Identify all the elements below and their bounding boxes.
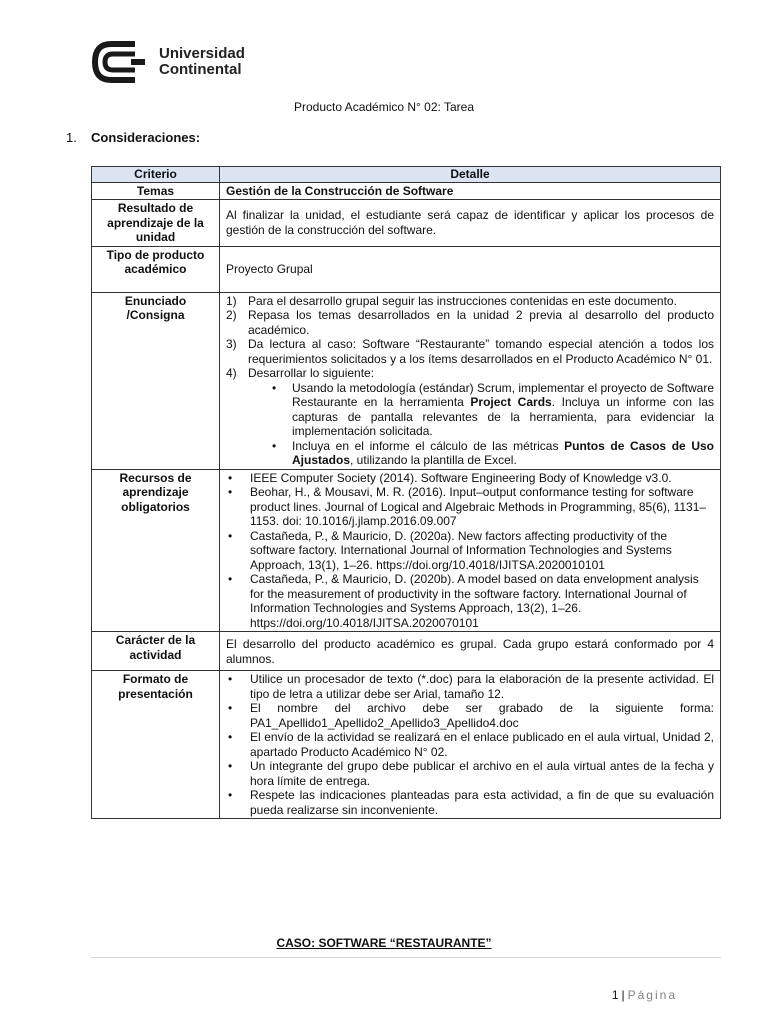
list-item: • Incluya en el informe el cálculo de las métricas Puntos de Casos de Uso Ajustados, utilizando la plantilla de Excel. [270,439,714,468]
value-formato [220,671,721,819]
list-item: • El nombre del archivo debe ser grabado de la siguiente forma: PA1_Apellido1_Apellido2_Apellido3_Apellido4.doc [226,701,714,730]
list-item: • Beohar, H., & Mousavi, M. R. (2016). Input–output conformance testing for software product lines. Journal of Logical and Algebraic Methods in Programming, 85(6), 1131–1153. doi: 10.1016/j.jlamp.2016.09.007 [226,485,714,529]
recursos-list [226,471,714,631]
page-label: Página [627,988,677,1002]
section-title: Consideraciones: [91,130,201,145]
label-formato: Formato de presentación [92,671,220,819]
list-item: 3) Da lectura al caso: Software “Restaurante” tomando especial atención a todos los requerimientos solicitados y a los ítems desarrollados en el Producto Académico N° 01. [226,337,714,366]
header-detalle: Detalle [220,167,721,183]
table-header-row [92,167,721,183]
list-item: 2) Repasa los temas desarrollados en la unidad 2 previa al desarrollo del producto académico. [226,308,714,337]
label-tipo: Tipo de producto académico [92,246,220,292]
logo-line-1: Universidad [159,45,245,62]
enunciado-subitems [270,381,714,468]
value-tipo: Proyecto Grupal [220,246,721,292]
value-temas: Gestión de la Construcción de Software [220,182,721,200]
value-enunciado [220,292,721,469]
footer-separator: | [621,988,625,1002]
page-number: 1 [611,988,619,1002]
university-logo-icon [91,40,149,84]
section-number: 1. [66,130,77,145]
criteria-table [91,166,721,819]
list-item: 1) Para el desarrollo grupal seguir las instrucciones contenidas en este documento. [226,293,677,308]
footer-divider [91,957,721,958]
row-recursos [92,469,721,632]
logo-wordmark [159,46,245,78]
formato-list [226,672,714,817]
value-resultado: Al finalizar la unidad, el estudiante será capaz de identificar y aplicar los procesos de gestión de la construcción del software. [220,200,721,247]
enunciado-steps [226,294,714,381]
row-tipo [92,246,721,292]
university-logo [91,40,245,84]
row-formato [92,671,721,819]
label-caracter: Carácter de la actividad [92,632,220,671]
list-item: • Castañeda, P., & Mauricio, D. (2020b). A model based on data envelopment analysis for the measurement of productivity in the software factory. International Journal of Information Technologies and Systems Approach, 13(2), 1–26. https://doi.org/10.4018/IJITSA.2020070101 [226,572,714,630]
list-item: • Un integrante del grupo debe publicar el archivo en el aula virtual antes de la fecha y hora límite de entrega. [226,759,714,788]
value-caracter: El desarrollo del producto académico es grupal. Cada grupo estará conformado por 4 alumnos. [220,632,721,671]
section-heading [66,130,200,145]
label-enunciado: Enunciado /Consigna [92,292,220,469]
list-item: • IEEE Computer Society (2014). Software Engineering Body of Knowledge v3.0. [226,471,714,486]
row-resultado [92,200,721,247]
label-recursos: Recursos de aprendizaje obligatorios [92,469,220,632]
row-temas [92,182,721,200]
list-item: • Usando la metodología (estándar) Scrum, implementar el proyecto de Software Restaurante en la herramienta Project Cards. Incluya un informe con las capturas de pantalla relevantes de la herramienta, para evidenciar la implementación solicitada. [270,381,714,439]
row-enunciado [92,292,721,469]
case-title: CASO: SOFTWARE “RESTAURANTE” [276,936,492,950]
list-item: • Castañeda, P., & Mauricio, D. (2020a). New factors affecting productivity of the software factory. International Journal of Information Technologies and Systems Approach, 13(1), 1–26. https://doi.org/10.4018/IJITSA.2020010101 [226,529,714,573]
list-item: • Utilice un procesador de texto (*.doc) para la elaboración de la presente actividad. El tipo de letra a utilizar debe ser Arial, tamaño 12. [226,672,714,701]
logo-line-2: Continental [159,61,242,78]
list-item: 4) Desarrollar lo siguiente: [226,366,375,380]
list-item: • Respete las indicaciones planteadas para esta actividad, a fin de que su evaluación pueda realizarse sin inconveniente. [226,788,714,817]
row-caracter [92,632,721,671]
list-item: • El envío de la actividad se realizará en el enlace publicado en el aula virtual, Unidad 2, apartado Producto Académico N° 02. [226,730,714,759]
label-resultado: Resultado de aprendizaje de la unidad [92,200,220,247]
document-title: Producto Académico N° 02: Tarea [293,100,474,114]
header-criterio: Criterio [92,167,220,183]
label-temas: Temas [92,182,220,200]
value-recursos [220,469,721,632]
page-footer [612,988,677,1002]
